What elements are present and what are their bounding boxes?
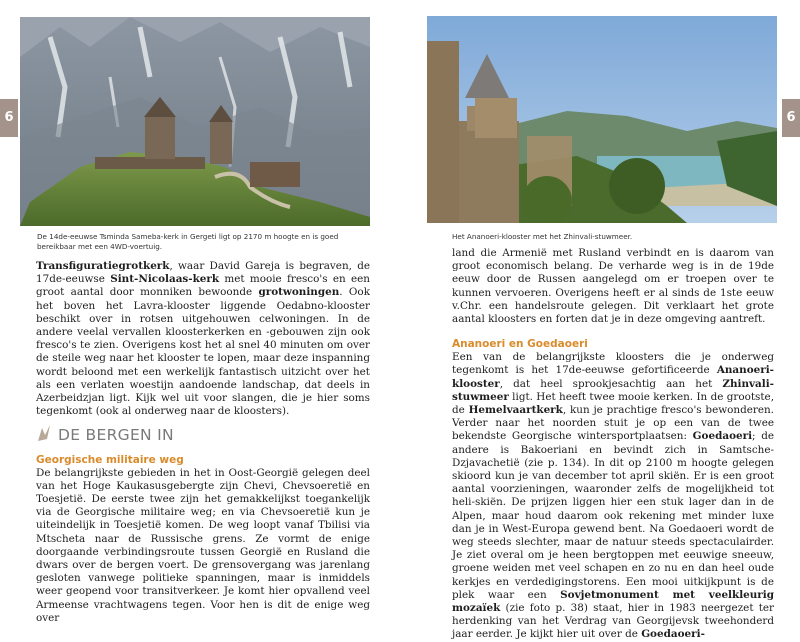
- subheading-militaire-weg: Georgische militaire weg: [36, 453, 184, 466]
- left-column: [36, 260, 370, 625]
- bold-term: Zhinvali-stuwmeer: [452, 377, 774, 403]
- section-heading-text: DE BERGEN IN: [58, 425, 174, 444]
- gergeti-church-photo: [20, 17, 370, 226]
- bold-term: Transfiguratiegrotkerk: [36, 260, 170, 272]
- bold-term: Hemelvaartkerk: [468, 404, 563, 417]
- bold-term: Goedaoeri-: [641, 628, 705, 641]
- ananuri-monastery-photo: [427, 16, 777, 223]
- left-paragraph-1: Transfiguratiegrotkerk, waar David Gareja is begraven, de 17de-eeuwse Sint-Nicolaas-kerk met mooie fresco's en een groot aantal door monniken bewoonde grotwoningen. Ook het boven het Lavra-klooster liggende Oedabno-klooster beschikt over in rotsen uitgehouwen celwoningen. In de andere veelal vervallen kloosterkerken en -gebouwen zijn ook fresco's te zien. Overigens kost het al snel 40 minuten om over de steile weg naar het klooster te lopen, maar deze inspanning wordt beloond met een werkelijk fantastisch uitzicht over het als een verlaten woestijn aandoende landschap, dat deels in Azerbeidzjan ligt. Kijk wel uit voor slangen, die je hier soms tegenkomt (ook al onderweg naar de kloosters).: [36, 260, 370, 418]
- page-tab-right: 6: [782, 99, 800, 137]
- page-tab-left: 6: [0, 99, 18, 137]
- right-column: [452, 247, 774, 642]
- section-heading: [36, 424, 370, 446]
- left-photo-caption: De 14de-eeuwse Tsminda Sameba-kerk in Gergeti ligt op 2170 m hoogte en is goed bereikbaar met een 4WD-voertuig.: [37, 232, 339, 251]
- bold-term: Sint-Nicolaas-kerk: [110, 273, 220, 286]
- right-photo-caption: Het Ananoeri-klooster met het Zhinvali-stuwmeer.: [452, 232, 633, 241]
- bold-term: grotwoningen: [258, 286, 340, 299]
- subheading-ananoeri: Ananoeri en Goedaoeri: [452, 338, 588, 351]
- bird-icon: [36, 424, 52, 446]
- right-paragraph-2: Een van de belangrijkste kloosters die je onderweg tegenkomt is het 17de-eeuwse gefortificeerde Ananoeri-klooster, dat heel sprookjesachtig aan het Zhinvali-stuwmeer ligt. Het heeft twee mooie kerken. In de grootste, de Hemelvaartkerk, kun je prachtige fresco's bewonderen. Verder naar het noorden stuit je op een van de twee bekendste Georgische wintersportplaatsen: Goedaoeri; de andere is Bakoeriani en bevindt zich in Samtsche-Dzjavachetië (zie p. 134). In dit op 2100 m hoogte gelegen skioord kun je van december tot april skiën. Er is een groot aantal voorzieningen, waaronder zelfs de mogelijkheid tot heli-skiën. De prijzen liggen hier een stuk lager dan in de Alpen, maar houd daarom ook rekening met minder luxe dan je in West-Europa gewend bent. Na Goedaoeri wordt de weg steeds slechter, maar de natuur steeds spectaculairder. Je ziet overal om je heen bergtoppen met eeuwige sneeuw, groene weiden met veel schapen en zo nu en dan heel oude kerkjes en verdedigingstorens. Een mooi uitkijkpunt is de plek waar een Sovjetmonument met veelkleurig mozaïek (zie foto p. 38) staat, hier in 1983 neergezet ter herdenking van het Verdrag van Georgijevsk tweehonderd jaar eerder. Je kijkt hier uit over de Goedaoeri-: [452, 351, 775, 641]
- bold-term: Sovjetmonument met veelkleurig mozaïek: [452, 588, 774, 615]
- right-paragraph-1: land die Armenië met Rusland verbindt en is daarom van groot economisch belang. De verharde weg is in de 19de eeuw door de Russen aangelegd om er troepen over te kunnen vervoeren. Overigens heeft er al sinds de 1ste eeuw v.Chr. een handelsroute gelegen. Dit verklaart het grote aantal kloosters en forten dat je in deze omgeving aantreft.: [452, 247, 774, 326]
- bold-term: Ananoeri-klooster: [452, 364, 774, 390]
- left-paragraph-2: De belangrijkste gebieden in het in Oost-Georgië gelegen deel van het Hoge Kaukasusgebergte zijn Chevi, Chevsoeretië en Toesjetië. De eerste twee zijn het gemakkelijkst toegankelijk via de Georgische militaire weg; en via Chevsoeretië kun je uiteindelijk in Toesjetië komen. De weg loopt vanaf Tbilisi via Mtscheta naar de Russische grens. Ze vormt de enige doorgaande verbindingsroute tussen Georgië en Rusland die dwars over de bergen voert. De grensovergang was jarenlang gesloten vanwege politieke spanningen, maar is inmiddels weer geopend voor transitverkeer. Je komt hier opvallend veel Armeense vrachtwagens tegen. Voor hen is dit de enige weg over: [36, 466, 370, 624]
- bold-term: Goedaoeri: [692, 430, 753, 443]
